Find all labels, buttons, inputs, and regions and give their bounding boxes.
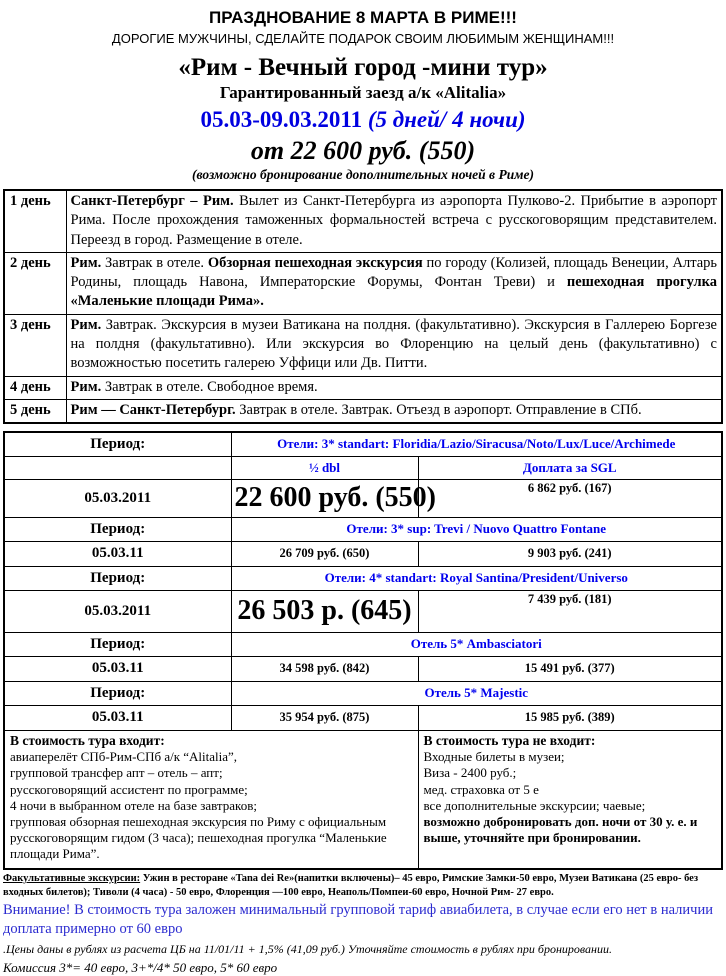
period-label: Период: bbox=[4, 566, 231, 590]
document-header bbox=[3, 8, 723, 183]
day-description bbox=[66, 190, 722, 252]
day-label: 1 день bbox=[4, 190, 66, 252]
day-label: 4 день bbox=[4, 376, 66, 399]
commission-note: Комиссия 3*= 40 евро, 3+*/4* 50 евро, 5* 60 евро bbox=[3, 959, 278, 975]
day2-bold-excursion: Обзорная пешеходная экскурсия bbox=[207, 254, 423, 271]
period-label: Период: bbox=[4, 517, 231, 541]
tour-dates-value: 05.03-09.03.2011 bbox=[200, 107, 363, 132]
day-description bbox=[66, 314, 722, 376]
day2-text1: Завтрак в отеле. bbox=[101, 254, 208, 271]
price-row-4std bbox=[4, 590, 722, 632]
period-row-3sup bbox=[4, 517, 722, 541]
price-date: 05.03.2011 bbox=[4, 590, 231, 632]
itinerary-row-day4 bbox=[4, 376, 722, 399]
price-row-3sup bbox=[4, 541, 722, 566]
price-row-5maj bbox=[4, 705, 722, 730]
price-date: 05.03.11 bbox=[4, 705, 231, 730]
excludes-item: Виза - 2400 руб.; bbox=[423, 765, 517, 781]
day1-lead: Санкт-Петербург – Рим. bbox=[70, 193, 234, 209]
period-row-5maj bbox=[4, 681, 722, 705]
price-sgl-3std: 6 862 руб. (167) bbox=[418, 479, 722, 517]
excludes-item: Входные билеты в музеи; bbox=[423, 749, 565, 765]
price-row-5amb bbox=[4, 656, 722, 681]
itinerary-row-day1 bbox=[4, 190, 722, 252]
day5-lead: Рим — Санкт-Петербург. bbox=[70, 401, 236, 418]
day2-bold-walk: пешеходная прогулка «Маленькие площади Рима». bbox=[70, 274, 718, 310]
period-row-3std bbox=[4, 432, 722, 456]
price-row-3std bbox=[4, 479, 722, 517]
itinerary-row-day5 bbox=[4, 399, 722, 423]
day-label: 5 день bbox=[4, 399, 66, 423]
price-date: 05.03.11 bbox=[4, 541, 231, 566]
day2-lead: Рим. bbox=[70, 254, 102, 271]
includes-item: 4 ночи в выбранном отеле на базе завтраков; bbox=[10, 797, 257, 813]
period-row-5amb bbox=[4, 632, 722, 656]
period-label: Период: bbox=[4, 432, 231, 456]
price-date: 05.03.2011 bbox=[4, 479, 231, 517]
price-date: 05.03.11 bbox=[4, 656, 231, 681]
subheader-row bbox=[4, 456, 722, 479]
tour-subtitle: Гарантированный заезд а/к «Alitalia» bbox=[219, 83, 507, 102]
day4-lead: Рим. bbox=[70, 378, 102, 395]
hotels-3star-standart: Отели: 3* standart: Floridia/Lazio/Siracusa/Noto/Lux/Luce/Archimede bbox=[231, 432, 722, 456]
excludes-bold-note: возможно добронировать доп. ночи от 30 у. е. и выше, уточняйте при бронировании. bbox=[423, 813, 698, 845]
itinerary-row-day3 bbox=[4, 314, 722, 376]
optional-excursions-label: Факультативные экскурсии: bbox=[3, 873, 141, 885]
price-dbl-4std: 26 503 р. (645) bbox=[231, 590, 418, 632]
day1-text: Вылет из Санкт-Петербурга из аэропорта Пулково-2. Прибытие в аэропорт Рима. После прохождения таможенных формальностей встреча с русскоговорящим представителем. Переезд в город. Размещение в отеле. bbox=[70, 193, 717, 248]
period-row-4std bbox=[4, 566, 722, 590]
includes-item: групповая обзорная пешеходная экскурсия по Риму с официальным русскоговорящим гидом (3 часа); пешеходная прогулка “Маленькие площади Рима”. bbox=[10, 813, 387, 861]
column-sgl-supplement: Доплата за SGL bbox=[418, 456, 722, 479]
hotels-5star-ambasciatori: Отель 5* Ambasciatori bbox=[231, 632, 722, 656]
optional-excursions bbox=[3, 872, 723, 899]
excludes-item: мед. страховка от 5 е bbox=[423, 781, 539, 797]
subheadline: ДОРОГИЕ МУЖЧИНЫ, СДЕЛАЙТЕ ПОДАРОК СВОИМ ЛЮБИМЫМ ЖЕНЩИНАМ!!! bbox=[111, 31, 615, 46]
document-footer bbox=[3, 872, 723, 976]
day3-lead: Рим. bbox=[70, 316, 102, 333]
price-sgl-4std: 7 439 руб. (181) bbox=[418, 590, 722, 632]
exchange-rate-note: .Цены даны в рублях из расчета ЦБ на 11/01/11 + 1,5% (41,09 руб.) Уточняйте стоимость в рублях при бронировании. bbox=[3, 941, 612, 956]
period-label: Период: bbox=[4, 681, 231, 705]
period-label: Период: bbox=[4, 632, 231, 656]
hotels-3star-sup: Отели: 3* sup: Trevi / Nuovo Quattro Fontane bbox=[231, 517, 722, 541]
attention-note: Внимание! В стоимость тура заложен минимальный групповой тариф авиабилета, в случае если его нет в наличии доплата примерно от 60 евро bbox=[3, 902, 713, 937]
day-description bbox=[66, 252, 722, 314]
pricing-table bbox=[3, 431, 723, 870]
extra-nights-note: (возможно бронирование дополнительных ночей в Риме) bbox=[192, 167, 534, 182]
includes-title: В стоимость тура входит: bbox=[10, 732, 165, 748]
price-sgl-5maj: 15 985 руб. (389) bbox=[418, 705, 722, 730]
itinerary-row-day2 bbox=[4, 252, 722, 314]
price-sgl-5amb: 15 491 руб. (377) bbox=[418, 656, 722, 681]
tour-duration: (5 дней/ 4 ночи) bbox=[362, 107, 526, 132]
optional-excursions-text: Ужин в ресторане «Tana dei Re»(напитки включены)– 45 евро, Римские Замки-50 евро, Музеи Ватикана (25 евро- без входных билетов); Тиволи (4 часа) - 50 евро, Флоренция —100 евро, Неаполь/Помпеи-60 евро, Ночной Рим- 27 евро. bbox=[3, 873, 699, 898]
day-label: 2 день bbox=[4, 252, 66, 314]
day-description bbox=[66, 399, 722, 423]
empty-cell bbox=[4, 456, 231, 479]
includes-item: авиаперелёт СПб-Рим-СПб а/к “Alitalia”, bbox=[10, 749, 238, 765]
price-dbl-3sup: 26 709 руб. (650) bbox=[231, 541, 418, 566]
hotels-4star-standart: Отели: 4* standart: Royal Santina/President/Universo bbox=[231, 566, 722, 590]
day4-text: Завтрак в отеле. Свободное время. bbox=[101, 378, 318, 395]
itinerary-table bbox=[3, 189, 723, 424]
day-description bbox=[66, 376, 722, 399]
price-dbl-5maj: 35 954 руб. (875) bbox=[231, 705, 418, 730]
tour-includes-cell bbox=[4, 730, 418, 869]
day-label: 3 день bbox=[4, 314, 66, 376]
day5-text: Завтрак в отеле. Завтрак. Отъезд в аэропорт. Отправление в СПб. bbox=[235, 401, 642, 418]
hotels-5star-majestic: Отель 5* Majestic bbox=[231, 681, 722, 705]
inclusions-row bbox=[4, 730, 722, 869]
headline: ПРАЗДНОВАНИЕ 8 МАРТА В РИМЕ!!! bbox=[209, 8, 517, 27]
tour-dates bbox=[3, 107, 723, 133]
includes-item: русскоговорящий ассистент по программе; bbox=[10, 781, 248, 797]
tour-excludes-cell bbox=[418, 730, 722, 869]
column-half-dbl: ½ dbl bbox=[231, 456, 418, 479]
includes-item: групповой трансфер апт – отель – апт; bbox=[10, 765, 223, 781]
day2-text2: по городу (Колизей, площадь Венеции, Алтарь Родины, площадь Навона, Императорские Форумы, Фонтан Треви) и bbox=[70, 254, 718, 291]
excludes-title: В стоимость тура не входит: bbox=[423, 732, 596, 748]
excludes-item: все дополнительные экскурсии; чаевые; bbox=[423, 797, 646, 813]
day3-text: Завтрак. Экскурсия в музеи Ватикана на полдня. (факультативно). Экскурсия в Галлерею Боргезе на полдня (факультативно). Или экскурсия во Флоренцию на целый день (факультативно) с возможностью посетить галерею Уффици или Дв. Питти. bbox=[70, 316, 717, 372]
price-dbl-5amb: 34 598 руб. (842) bbox=[231, 656, 418, 681]
price-dbl-3std: 22 600 руб. (550) bbox=[231, 479, 418, 517]
price-sgl-3sup: 9 903 руб. (241) bbox=[418, 541, 722, 566]
tour-price-from: от 22 600 руб. (550) bbox=[250, 136, 476, 165]
tour-title: «Рим - Вечный город -мини тур» bbox=[178, 54, 548, 81]
